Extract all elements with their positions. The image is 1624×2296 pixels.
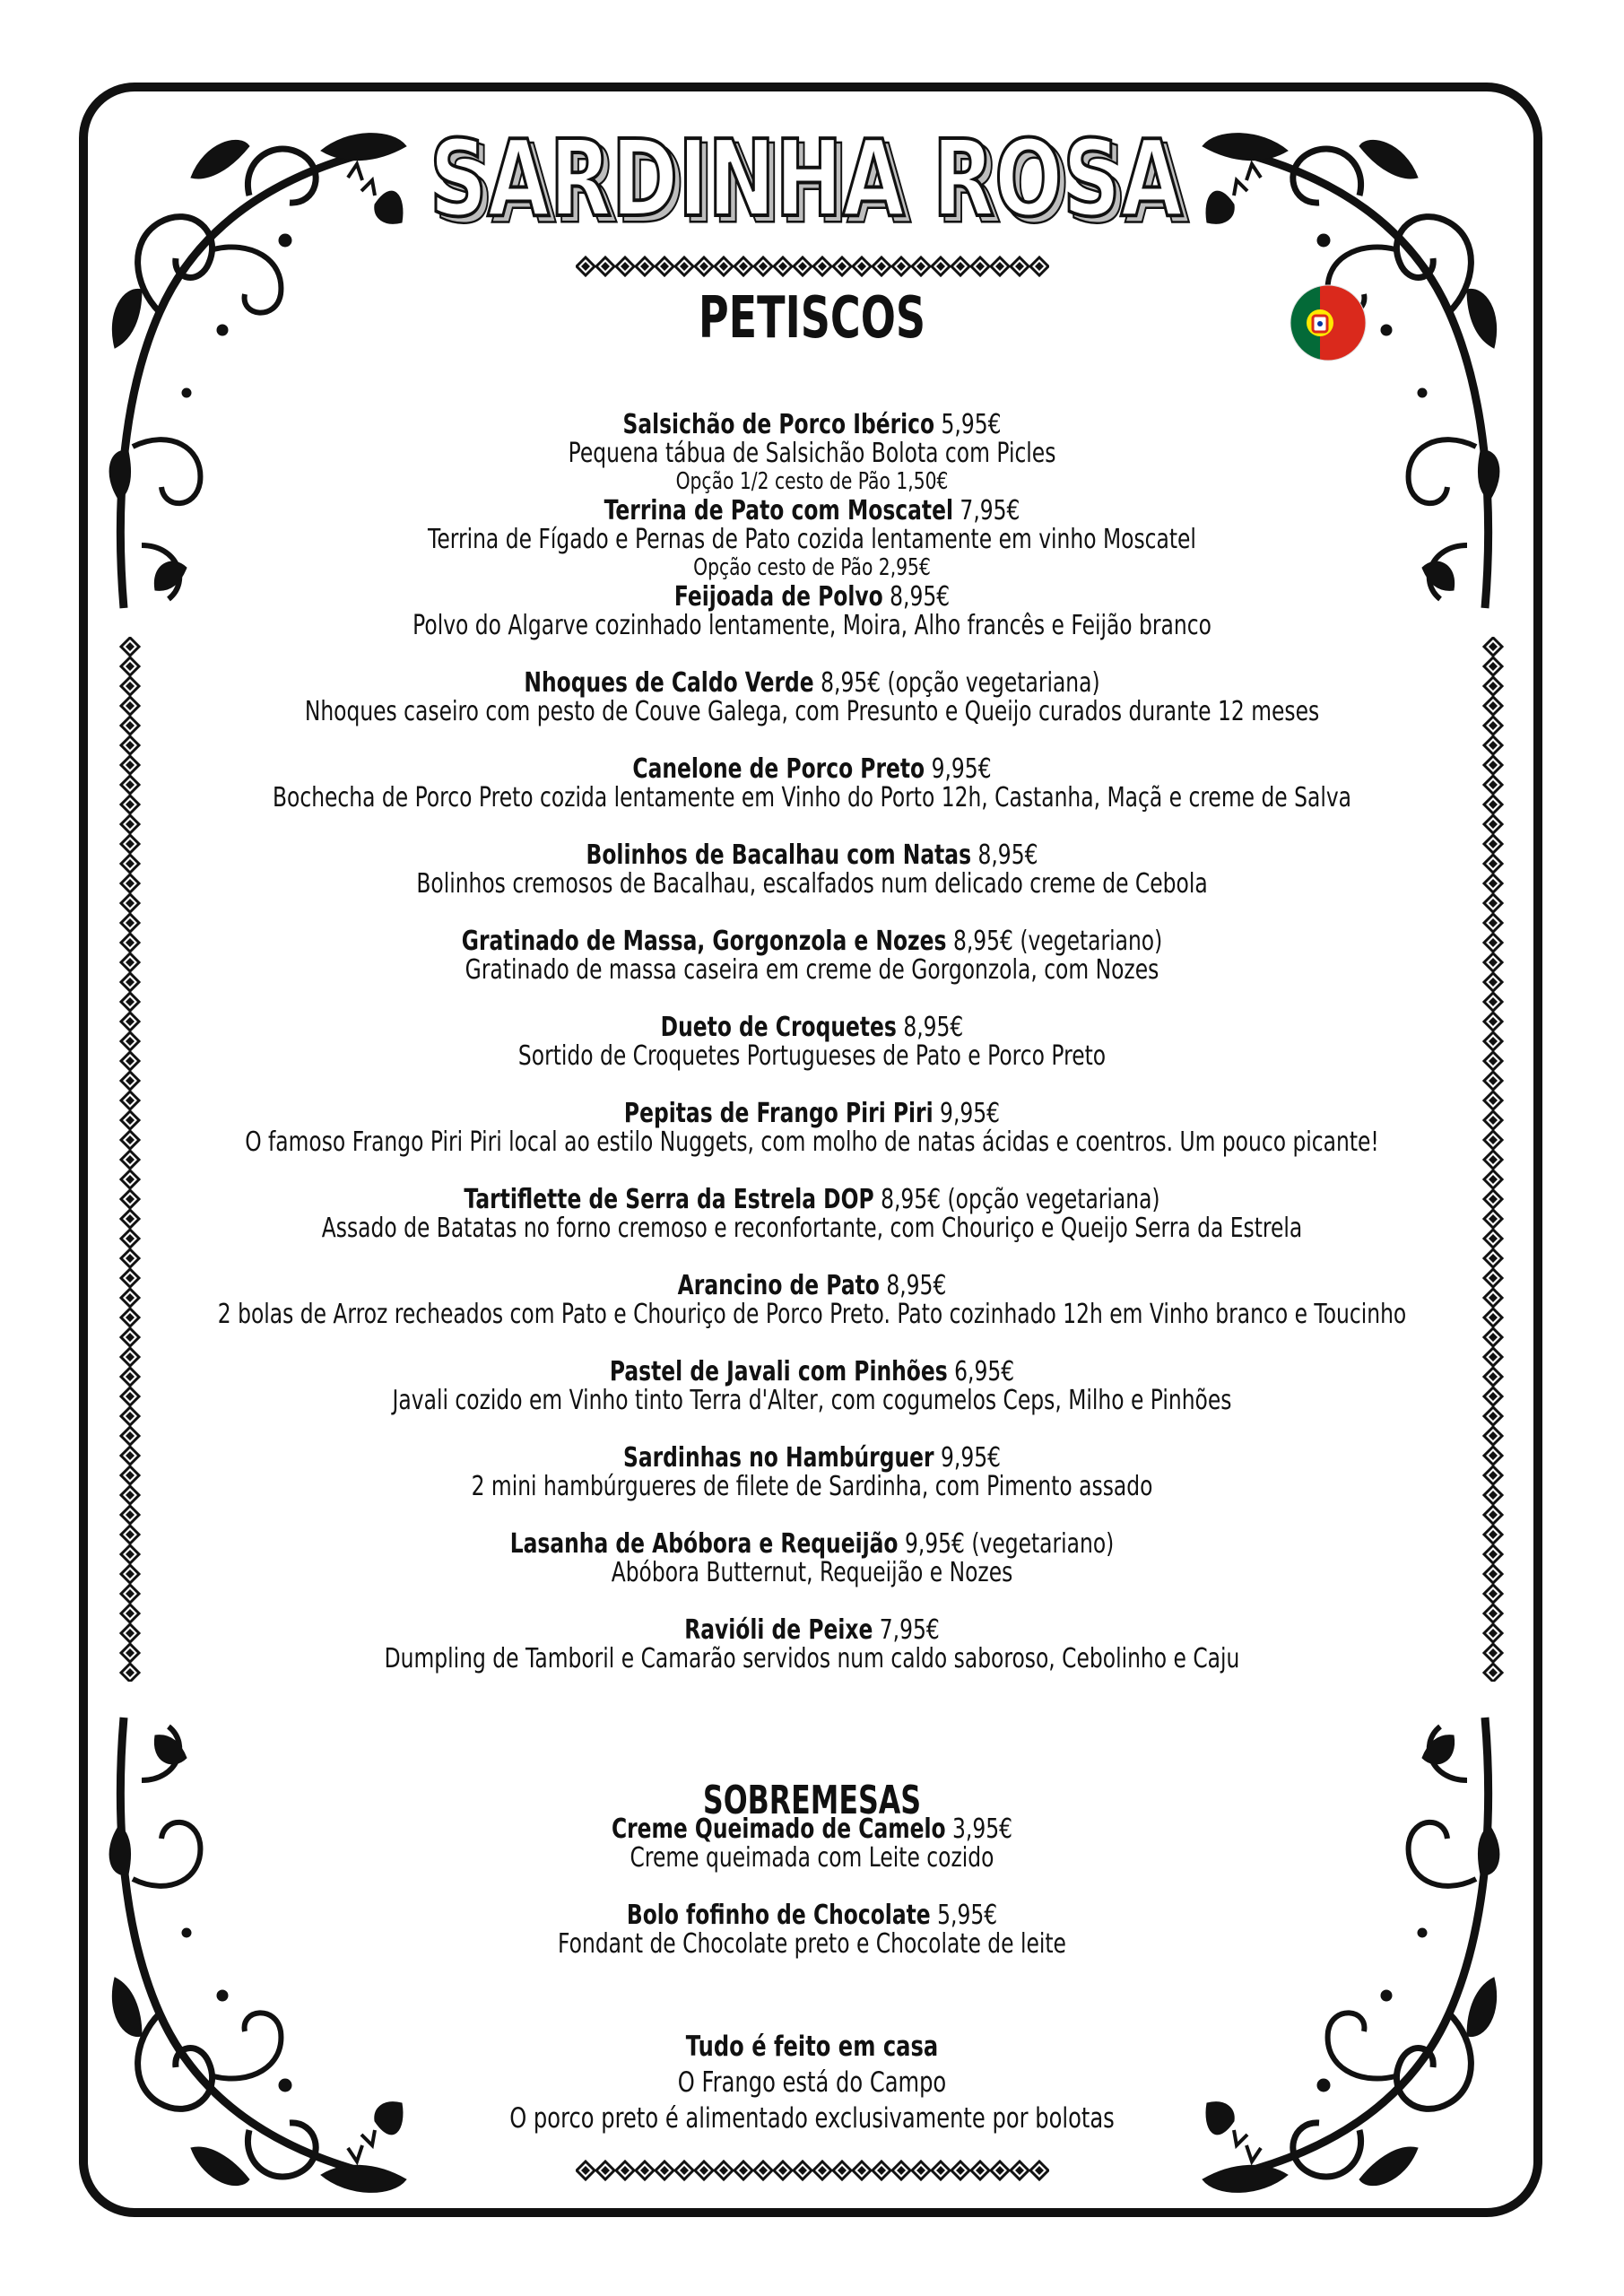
menu-item-description: 2 bolas de Arroz recheados com Pato e Chouriço de Porco Preto. Pato cozinhado 12h em Vinho branco e Toucinho [217, 1299, 1407, 1330]
menu-item-price: 5,95€ [937, 1900, 998, 1931]
menu-item-name: Nhoques de Caldo Verde [524, 667, 814, 699]
menu-item-name: Lasanha de Abóbora e Requeijão [509, 1528, 899, 1560]
menu-item-name: Ravióli de Peixe [684, 1614, 873, 1646]
menu-item [178, 1186, 1446, 1272]
menu-item-option: (opção vegetariana) [887, 667, 1100, 699]
menu-item-description: Gratinado de massa caseira em creme de Gorgonzola, com Nozes [465, 954, 1159, 986]
sobremesas-list [178, 1815, 1446, 1987]
menu-item-description: Creme queimada com Leite cozido [630, 1842, 994, 1874]
menu-item-price: 8,95€ [886, 1270, 947, 1301]
section-title-sobremesas: SOBREMESAS [702, 1778, 922, 1823]
menu-item [178, 411, 1446, 497]
menu-item-name: Dueto de Croquetes [660, 1012, 897, 1043]
menu-item-heading [178, 497, 1446, 526]
diamond-chain-divider [119, 637, 141, 1682]
menu-item-name: Bolo fofinho de Chocolate [626, 1900, 931, 1931]
menu-item-heading [178, 755, 1446, 784]
menu-item-price: 7,95€ [879, 1614, 940, 1646]
restaurant-name-outline: SARDINHA ROSA [430, 117, 1183, 240]
menu-item [178, 1815, 1446, 1901]
menu-item-description: Dumpling de Tamboril e Camarão servidos num caldo saboroso, Cebolinho e Caju [384, 1643, 1240, 1674]
menu-item-name: Gratinado de Massa, Gorgonzola e Nozes [461, 926, 947, 957]
menu-item-note: Opção 1/2 cesto de Pão 1,50€ [675, 468, 949, 495]
menu-item-description: Bochecha de Porco Preto cozida lentamente em Vinho do Porto 12h, Castanha, Maçã e creme de Salva [272, 782, 1352, 813]
menu-item-heading [178, 1444, 1446, 1473]
menu-item-heading [178, 411, 1446, 439]
restaurant-name [363, 115, 1260, 249]
menu-item-description: Abóbora Butternut, Requeijão e Nozes [611, 1557, 1013, 1588]
menu-item-heading [178, 1013, 1446, 1042]
menu-item-name: Pepitas de Frango Piri Piri [623, 1098, 934, 1129]
menu-item-name: Arancino de Pato [677, 1270, 880, 1301]
menu-item-heading [178, 1901, 1446, 1930]
diamond-chain-divider [576, 2160, 1049, 2181]
diamond-chain-divider [1482, 637, 1504, 1682]
menu-item-price: 8,95€ [890, 581, 951, 613]
menu-item-price: 9,95€ [940, 1098, 1001, 1129]
menu-item [178, 669, 1446, 755]
menu-item-note: Opção cesto de Pão 2,95€ [693, 554, 931, 581]
menu-item [178, 927, 1446, 1013]
menu-item [178, 1272, 1446, 1358]
menu-item-heading [178, 1815, 1446, 1844]
menu-item-name: Bolinhos de Bacalhau com Natas [586, 839, 972, 871]
menu-item-name: Feijoada de Polvo [673, 581, 883, 613]
menu-item-description: Polvo do Algarve cozinhado lentamente, Moira, Alho francês e Feijão branco [413, 610, 1211, 641]
menu-item-heading [178, 1100, 1446, 1128]
menu-item [178, 1100, 1446, 1186]
menu-item-price: 7,95€ [960, 495, 1020, 526]
menu-item-price: 5,95€ [941, 409, 1002, 440]
menu-item-price: 3,95€ [952, 1813, 1013, 1845]
menu-item-description: 2 mini hambúrgueres de filete de Sardinha, com Pimento assado [471, 1471, 1153, 1502]
menu-item-name: Canelone de Porco Preto [632, 753, 925, 785]
menu-item-price: 9,95€ [904, 1528, 965, 1560]
menu-footer [178, 2029, 1446, 2136]
menu-item-price: 9,95€ [940, 1442, 1001, 1474]
menu-item-heading [178, 1530, 1446, 1559]
menu-item-name: Creme Queimado de Camelo [611, 1813, 946, 1845]
menu-item [178, 755, 1446, 841]
menu-item-name: Pastel de Javali com Pinhões [609, 1356, 948, 1387]
menu-item-price: 8,95€ [903, 1012, 964, 1043]
menu-item-option: (vegetariano) [1020, 926, 1163, 957]
restaurant-name-text: SARDINHA ROSA [435, 122, 1188, 246]
menu-item-option: (vegetariano) [971, 1528, 1115, 1560]
footer-line: O porco preto é alimentado exclusivamente por bolotas [509, 2102, 1115, 2135]
menu-item-name: Salsichão de Porco Ibérico [622, 409, 935, 440]
menu-item-description: Terrina de Fígado e Pernas de Pato cozida lentamente em vinho Moscatel [428, 524, 1196, 555]
menu-item-price: 8,95€ [821, 667, 881, 699]
menu-item [178, 1444, 1446, 1530]
menu-item-price: 9,95€ [931, 753, 992, 785]
menu-item-price: 8,95€ [977, 839, 1038, 871]
petiscos-list [178, 411, 1446, 1702]
menu-item [178, 1358, 1446, 1444]
menu-item-option: (opção vegetariana) [947, 1184, 1160, 1215]
menu-item-price: 8,95€ [952, 926, 1013, 957]
menu-item-description: Bolinhos cremosos de Bacalhau, escalfados num delicado creme de Cebola [416, 868, 1208, 900]
menu-item-heading [178, 1358, 1446, 1387]
menu-item-heading [178, 583, 1446, 612]
menu-item [178, 1616, 1446, 1702]
menu-item-heading [178, 1272, 1446, 1300]
menu-item-description: Sortido de Croquetes Portugueses de Pato e Porco Preto [517, 1040, 1107, 1072]
menu-item-heading [178, 841, 1446, 870]
menu-item-heading [178, 1186, 1446, 1214]
menu-item [178, 1013, 1446, 1100]
menu-item-heading [178, 669, 1446, 698]
footer-line: O Frango está do Campo [677, 2066, 947, 2099]
menu-item [178, 1530, 1446, 1616]
menu-item-description: O famoso Frango Piri Piri local ao estilo Nuggets, com molho de natas ácidas e coentros. Um pouco picante! [245, 1126, 1379, 1158]
menu-item-price: 6,95€ [954, 1356, 1015, 1387]
menu-item [178, 497, 1446, 583]
menu-item-description: Javali cozido em Vinho tinto Terra d'Alter, com cogumelos Ceps, Milho e Pinhões [392, 1385, 1232, 1416]
menu-item-heading [178, 1616, 1446, 1645]
menu-item [178, 841, 1446, 927]
menu-item-name: Tartiflette de Serra da Estrela DOP [464, 1184, 874, 1215]
menu-item-heading [178, 927, 1446, 956]
menu-item-name: Terrina de Pato com Moscatel [604, 495, 953, 526]
menu-item-description: Fondant de Chocolate preto e Chocolate de leite [558, 1928, 1066, 1960]
menu-item-price: 8,95€ [881, 1184, 942, 1215]
section-title-petiscos: PETISCOS [698, 285, 926, 352]
menu-item-description: Assado de Batatas no forno cremoso e reconfortante, com Chouriço e Queijo Serra da Estrela [321, 1213, 1303, 1244]
menu-item-name: Sardinhas no Hambúrguer [622, 1442, 934, 1474]
footer-line: Tudo é feito em casa [685, 2031, 939, 2063]
menu-item [178, 583, 1446, 669]
diamond-chain-divider [576, 256, 1049, 277]
menu-item [178, 1901, 1446, 1987]
menu-item-description: Nhoques caseiro com pesto de Couve Galega, com Presunto e Queijo curados durante 12 meses [304, 696, 1320, 727]
menu-item-description: Pequena tábua de Salsichão Bolota com Picles [568, 438, 1056, 469]
